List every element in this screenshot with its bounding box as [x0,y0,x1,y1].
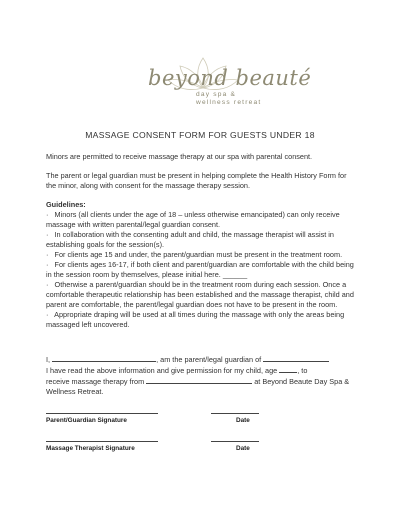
consent-text: , am the parent/legal guardian of [156,355,262,364]
parent-name-field[interactable] [52,354,156,362]
parent-date-line[interactable] [211,413,259,414]
logo-wordmark: beyond beauté [148,66,312,90]
guideline-item: · For clients age 15 and under, the parent/guardian must be present in the treatment room. [46,250,343,259]
consent-text: Wellness Retreat. [46,387,104,396]
logo-tagline-2: wellness retreat [196,99,262,106]
therapist-date-line[interactable] [211,441,259,442]
guideline-item: · In collaboration with the consenting adult and child, the massage therapist will assist in establishing goals for the session(s). [46,230,337,249]
parent-signature-line[interactable] [46,413,158,414]
consent-text: receive massage therapy from [46,377,145,386]
parent-signature-label: Parent/Guardian Signature [46,417,127,424]
therapist-signature-line[interactable] [46,441,158,442]
guideline-item: · Appropriate draping will be used at all times during the massage with only the areas being massaged left uncovered. [46,310,347,329]
intro-paragraph-2: The parent or legal guardian must be present in helping complete the Health History Form for the minor, along with consent for the massage therapy session. [46,171,347,190]
consent-text: I, [46,355,51,364]
parent-date-label: Date [236,417,250,424]
consent-text: , to [297,366,308,375]
consent-text: I have read the above information and give permission for my child, age [46,366,278,375]
consent-statement [46,354,356,397]
logo-tagline-1: day spa & [196,91,237,98]
consent-text: at Beyond Beaute Day Spa & [254,377,350,386]
guidelines-heading: Guidelines: [46,200,86,209]
form-title: MASSAGE CONSENT FORM FOR GUESTS UNDER 18 [85,130,315,140]
guidelines-list [46,210,356,330]
guideline-item: · Otherwise a parent/guardian should be in the treatment room during each session. Once a comfortable therapeutic relationship has been established and the massage therapist, child and parent are comfortable, the parent/legal guardian does not have to be present in the room. [46,280,356,309]
spa-logo [128,52,312,118]
intro-paragraph-1: Minors are permitted to receive massage therapy at our spa with parental consent. [46,152,313,161]
therapist-date-label: Date [236,445,250,452]
therapist-signature-label: Massage Therapist Signature [46,445,135,452]
therapist-name-field[interactable] [146,376,252,384]
guideline-item: · Minors (all clients under the age of 18 – unless otherwise emancipated) can only receive massage with written parental/legal guardian consent. [46,210,342,229]
guideline-item: · For clients ages 16-17, if both client and parent/guardian are comfortable with the child being in the session room by themselves, please initial here. ______ [46,260,356,279]
child-name-field[interactable] [263,354,329,362]
child-age-field[interactable] [279,365,297,373]
